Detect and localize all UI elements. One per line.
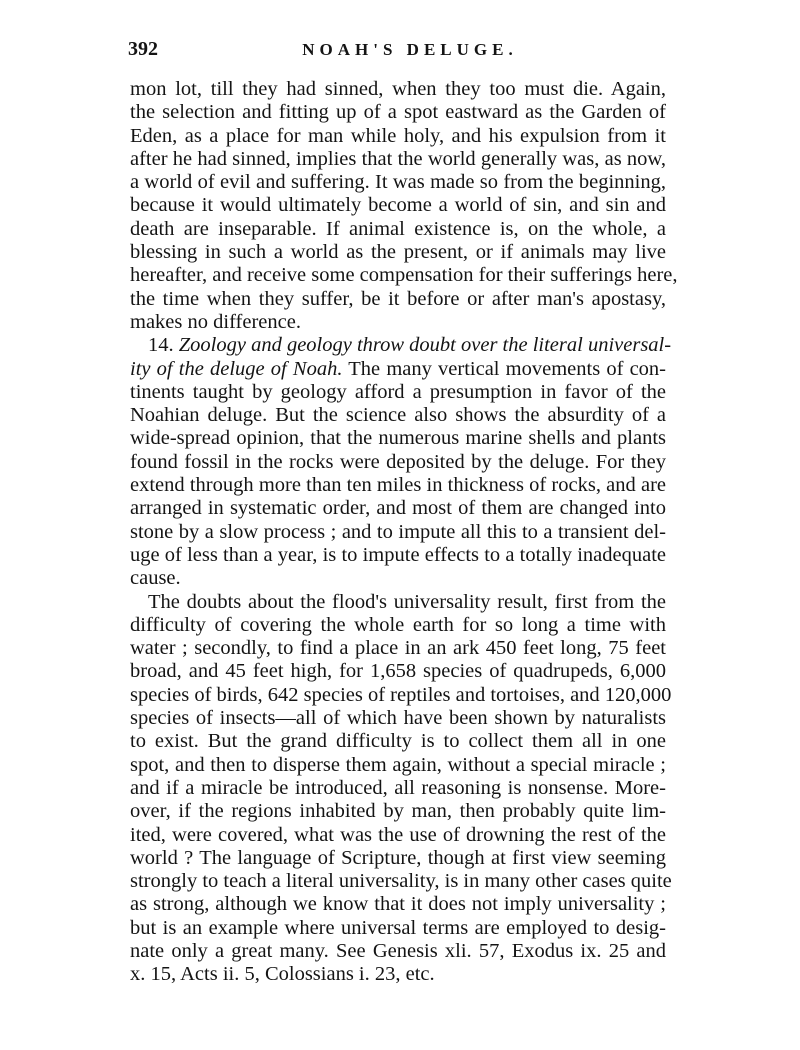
text-line: cause. xyxy=(130,567,181,590)
section-heading-line xyxy=(130,358,666,381)
text-line: water ; secondly, to find a place in an ark 450 feet long, 75 feet xyxy=(130,637,666,660)
text-line: nate only a great many. See Genesis xli. 57, Exodus ix. 25 and xyxy=(130,939,666,962)
text-line: broad, and 45 feet high, for 1,658 species of quadrupeds, 6,000 xyxy=(130,660,666,683)
text-line: spot, and then to disperse them again, without a special miracle ; xyxy=(130,753,666,776)
paragraph-2 xyxy=(130,334,672,590)
running-head: NOAH'S DELUGE. xyxy=(302,40,518,59)
paragraph-1 xyxy=(130,78,678,334)
text-line: hereafter, and receive some compensation for their sufferings here, xyxy=(130,264,678,287)
text-line: strongly to teach a literal universality, is in many other cases quite xyxy=(130,870,672,893)
text-line: over, if the regions inhabited by man, then probably quite lim- xyxy=(130,800,666,823)
text-line: difficulty of covering the whole earth for so long a time with xyxy=(130,613,666,636)
text-line: Noahian deluge. But the science also shows the absurdity of a xyxy=(130,404,666,427)
section-number: 14. xyxy=(148,334,174,357)
text-line: makes no difference. xyxy=(130,310,301,333)
text-line: the time when they suffer, be it before or after man's apostasy, xyxy=(130,287,666,310)
text-line: a world of evil and suffering. It was made so from the beginning, xyxy=(130,171,666,194)
text-line: mon lot, till they had sinned, when they too must die. Again, xyxy=(130,78,666,100)
text-segment: The many vertical movements of con- xyxy=(348,357,667,380)
section-heading-line xyxy=(130,334,672,357)
text-line: world ? The language of Scripture, though at first view seeming xyxy=(130,846,666,869)
section-heading-italic: ity of the deluge of Noah. xyxy=(130,357,343,380)
section-heading-italic: Zoology and geology throw doubt over the literal universal- xyxy=(178,334,672,357)
text-line: ited, were covered, what was the use of drowning the rest of the xyxy=(130,823,666,846)
body-text xyxy=(130,78,678,987)
text-line: extend through more than ten miles in thickness of rocks, and are xyxy=(130,474,666,497)
text-line: wide-spread opinion, that the numerous marine shells and plants xyxy=(130,427,666,450)
text-line: and if a miracle be introduced, all reasoning is nonsense. More- xyxy=(130,776,666,799)
text-line: death are inseparable. If animal existence is, on the whole, a xyxy=(130,217,666,240)
paragraph-3 xyxy=(130,590,672,987)
text-line: tinents taught by geology afford a presumption in favor of the xyxy=(130,380,666,403)
text-line: x. 15, Acts ii. 5, Colossians i. 23, etc. xyxy=(130,963,435,986)
text-line: after he had sinned, implies that the world generally was, as now, xyxy=(130,147,666,170)
text-line: arranged in systematic order, and most of them are changed into xyxy=(130,497,666,520)
text-line: because it would ultimately become a world of sin, and sin and xyxy=(130,194,666,217)
text-line: Eden, as a place for man while holy, and his expulsion from it xyxy=(130,124,666,147)
text-line: uge of less than a year, is to impute effects to a totally inadequate xyxy=(130,543,666,566)
text-line: the selection and fitting up of a spot eastward as the Garden of xyxy=(130,101,666,124)
text-line: The doubts about the flood's universality result, first from the xyxy=(148,590,666,613)
text-line: as strong, although we know that it does not imply universality ; xyxy=(130,893,666,916)
text-line: species of birds, 642 species of reptiles and tortoises, and 120,000 xyxy=(130,683,672,706)
page-number: 392 xyxy=(128,38,158,60)
text-line: stone by a slow process ; and to impute all this to a transient del- xyxy=(130,520,666,543)
text-line: but is an example where universal terms are employed to desig- xyxy=(130,916,666,939)
text-line: blessing in such a world as the present, or if animals may live xyxy=(130,241,666,264)
text-line: found fossil in the rocks were deposited by the deluge. For they xyxy=(130,450,666,473)
text-line: to exist. But the grand difficulty is to collect them all in one xyxy=(130,730,666,753)
text-line: species of insects—all of which have been shown by naturalists xyxy=(130,707,666,730)
